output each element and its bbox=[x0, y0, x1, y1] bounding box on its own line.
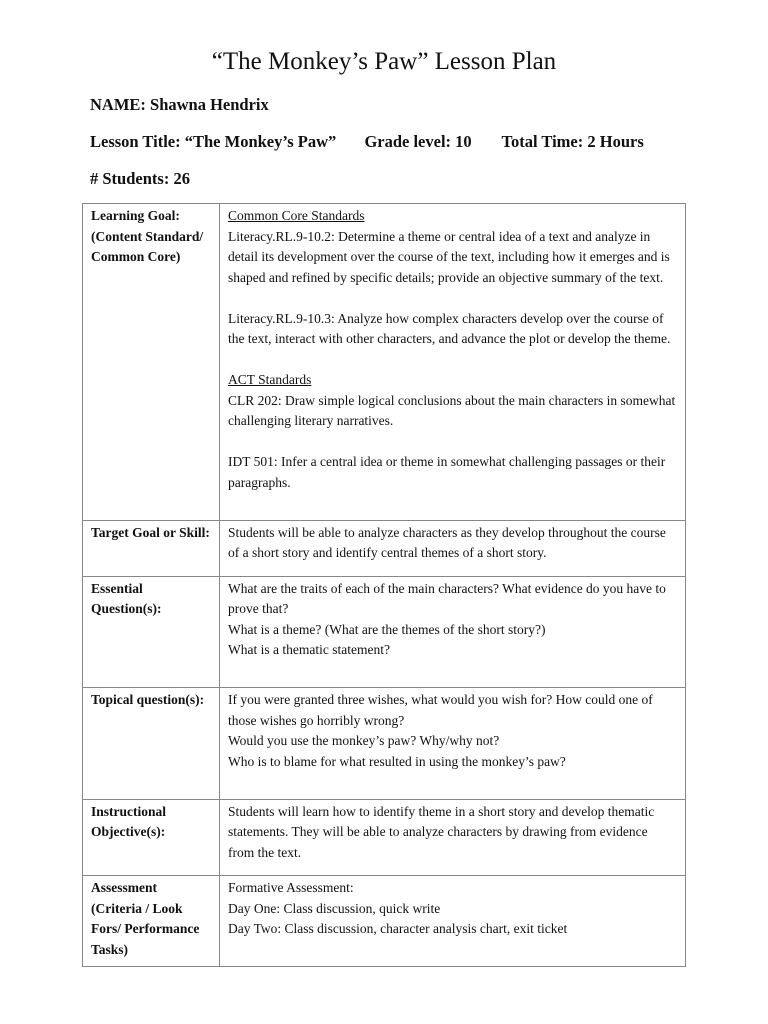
assessment-label: Assessment (Criteria / Look Fors/ Performance Tasks) bbox=[83, 876, 220, 967]
page-title: “The Monkey’s Paw” Lesson Plan bbox=[211, 48, 557, 75]
time-label: Total Time: bbox=[501, 132, 584, 151]
grade-label: Grade level: bbox=[364, 132, 452, 151]
students-value: 26 bbox=[173, 169, 190, 188]
target-goal-label: Target Goal or Skill: bbox=[83, 520, 220, 576]
learning-goal-label: Learning Goal: (Content Standard/ Common Core) bbox=[83, 204, 220, 521]
instructional-objectives-body: Students will learn how to identify theme in a short story and develop thematic statements. They will be able to analyze characters by drawing from evidence from the text. bbox=[228, 803, 655, 860]
name-label: NAME: bbox=[90, 95, 146, 114]
essential-question-1: What are the traits of each of the main characters? What evidence do you have to prove that? bbox=[228, 580, 666, 616]
table-row-assessment bbox=[83, 876, 686, 967]
topical-question-1: If you were granted three wishes, what would you wish for? How could one of those wishes go horribly wrong? bbox=[228, 692, 653, 728]
assessment-day-two: Day Two: Class discussion, character analysis chart, exit ticket bbox=[228, 921, 568, 936]
table-row-target-goal bbox=[83, 520, 686, 576]
topical-questions-label: Topical question(s): bbox=[83, 688, 220, 800]
table-row-essential-questions bbox=[83, 576, 686, 688]
act-standard-1: CLR 202: Draw simple logical conclusions about the main characters in somewhat challenging literary narratives. bbox=[228, 392, 676, 428]
assessment-day-one: Day One: Class discussion, quick write bbox=[228, 900, 441, 916]
target-goal-body: Students will be able to analyze characters as they develop throughout the course of a short story and identify central themes of a short story. bbox=[228, 524, 666, 560]
essential-questions-label: Essential Question(s): bbox=[83, 576, 220, 688]
lesson-title-value: “The Monkey’s Paw” bbox=[184, 132, 337, 151]
topical-question-2: Would you use the monkey’s paw? Why/why not? bbox=[228, 733, 500, 748]
essential-question-3: What is a thematic statement? bbox=[228, 642, 390, 657]
name-value: Shawna Hendrix bbox=[150, 95, 269, 114]
assessment-content bbox=[220, 876, 686, 967]
table-row-instructional-objectives bbox=[83, 799, 686, 876]
learning-goal-content bbox=[220, 204, 686, 521]
instructional-objectives-label: Instructional Objective(s): bbox=[83, 799, 220, 876]
table-row-topical-questions bbox=[83, 688, 686, 800]
lesson-plan-table bbox=[82, 203, 686, 967]
topical-questions-content bbox=[220, 688, 686, 800]
act-heading: ACT Standards bbox=[228, 372, 312, 387]
formative-assessment-heading: Formative Assessment: bbox=[228, 880, 354, 895]
time-value: 2 Hours bbox=[587, 132, 644, 151]
common-core-standard-1: Literacy.RL.9-10.2: Determine a theme or central idea of a text and analyze in detail its development over the course of the text, including how it emerges and is shaped and refined by specific details; provide an objective summary of the text. bbox=[228, 228, 670, 285]
essential-questions-content bbox=[220, 576, 686, 688]
grade-value: 10 bbox=[455, 132, 472, 151]
lesson-info-line bbox=[90, 132, 644, 152]
target-goal-text bbox=[220, 520, 686, 576]
instructional-objectives-content bbox=[220, 799, 686, 876]
topical-question-3: Who is to blame for what resulted in using the monkey’s paw? bbox=[228, 753, 566, 769]
common-core-standard-2: Literacy.RL.9-10.3: Analyze how complex characters develop over the course of the text, interact with other characters, and advance the plot or develop the theme. bbox=[228, 310, 671, 346]
table-row-learning-goal bbox=[83, 204, 686, 521]
lesson-title-label: Lesson Title: bbox=[90, 132, 181, 151]
act-standard-2: IDT 501: Infer a central idea or theme in somewhat challenging passages or their paragraphs. bbox=[228, 454, 666, 490]
name-line bbox=[90, 95, 269, 115]
essential-question-2: What is a theme? (What are the themes of the short story?) bbox=[228, 621, 546, 637]
students-line bbox=[90, 169, 190, 189]
students-label: # Students: bbox=[90, 169, 170, 188]
common-core-heading: Common Core Standards bbox=[228, 208, 365, 223]
